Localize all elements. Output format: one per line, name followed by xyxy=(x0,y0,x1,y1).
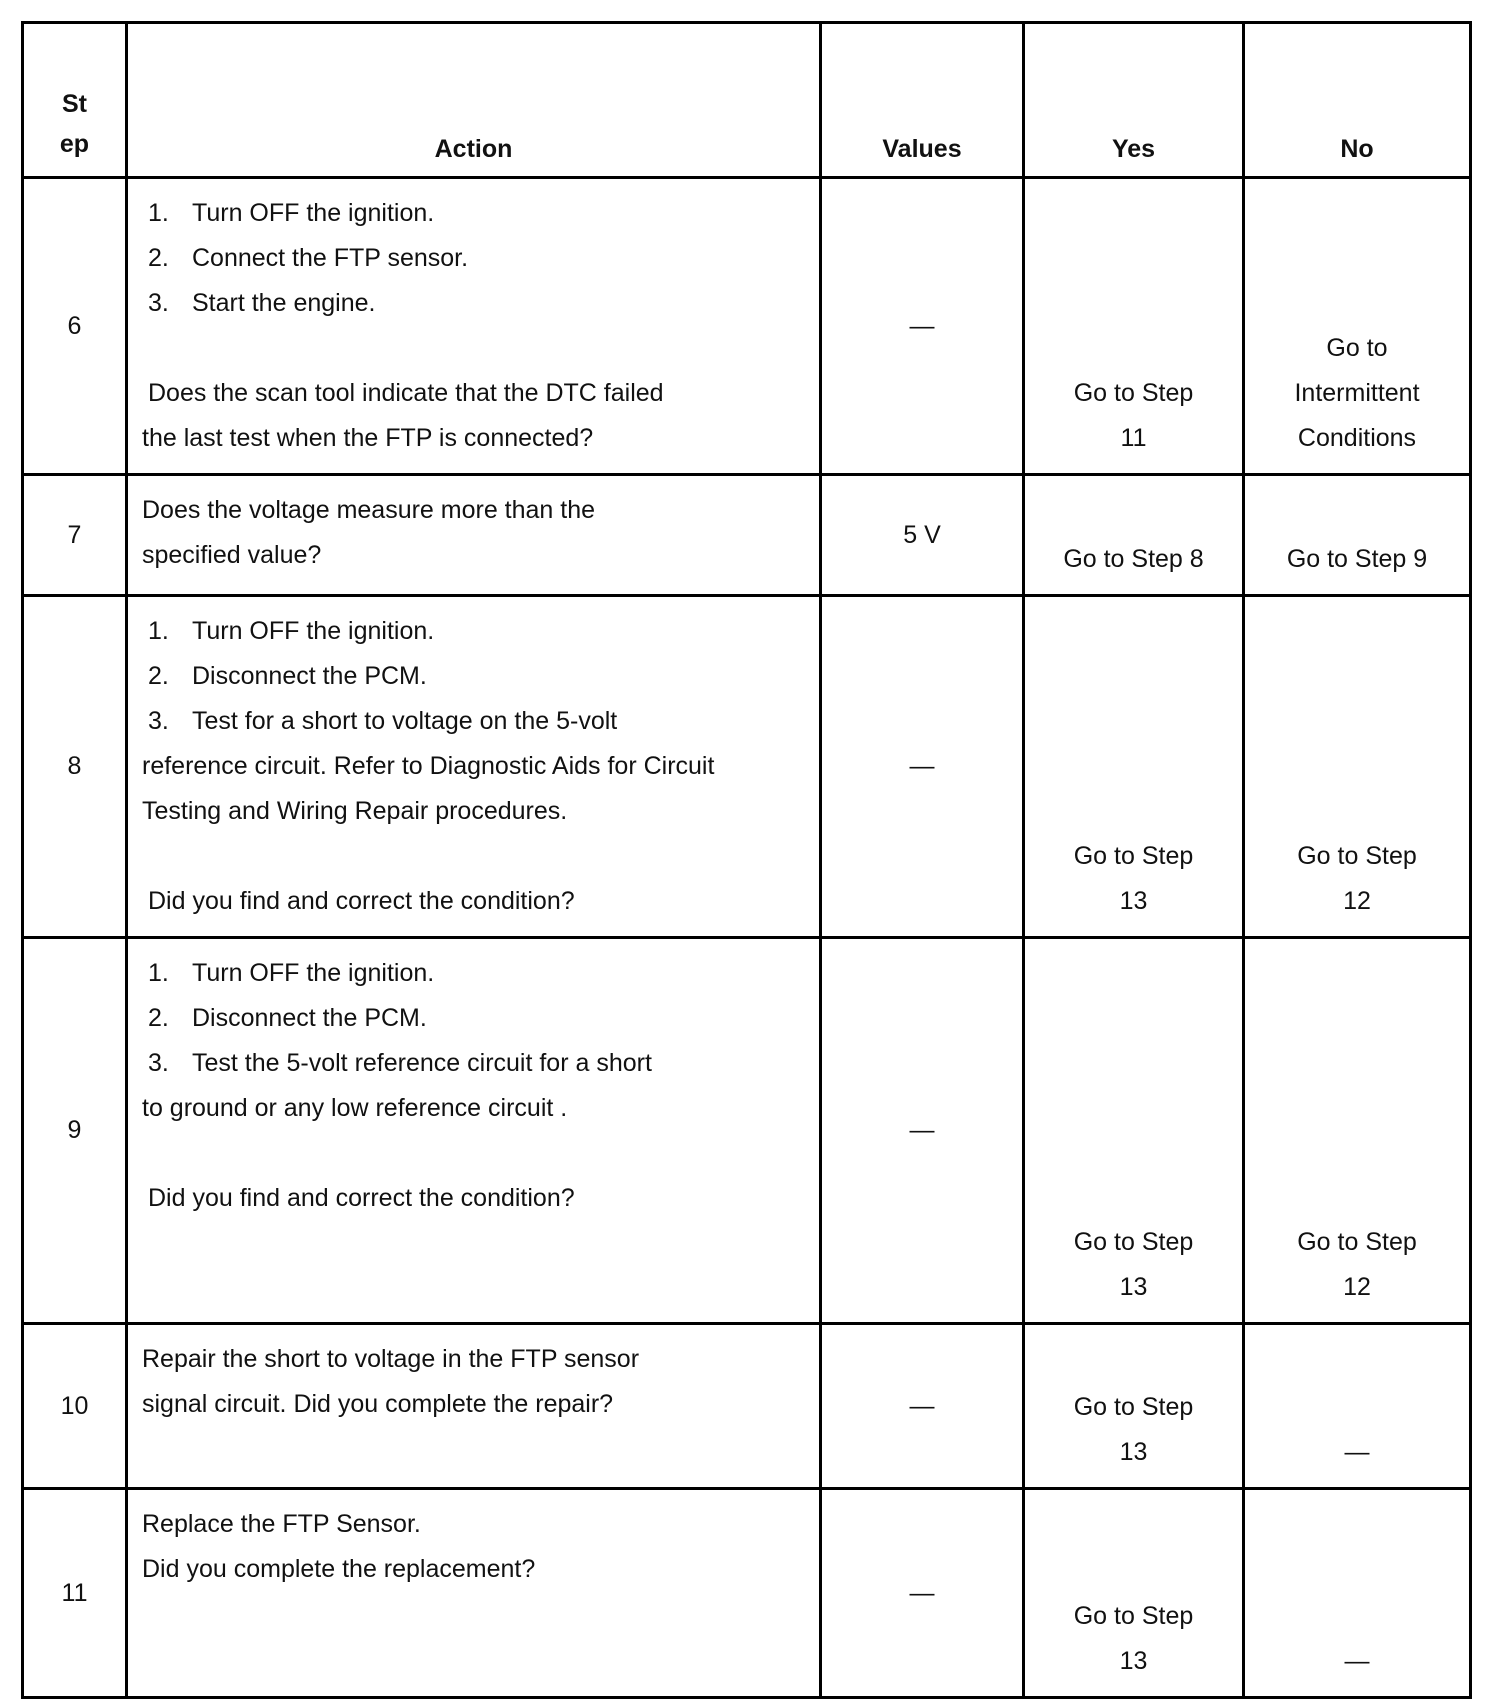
action-cell xyxy=(127,178,821,475)
action-cell: Replace the FTP Sensor. Did you complete the replacement? xyxy=(127,1489,821,1698)
action-question: Did you find and correct the condition? xyxy=(148,1184,575,1212)
action-item: 2. Disconnect the PCM. xyxy=(148,1004,427,1032)
header-step-line2: ep xyxy=(59,130,90,158)
value-cell: — xyxy=(821,1489,1024,1698)
value-cell: — xyxy=(821,1324,1024,1489)
action-question-cont: the last test when the FTP is connected? xyxy=(142,424,594,452)
step-number: 10 xyxy=(23,1324,127,1489)
header-action: Action xyxy=(127,23,821,178)
header-row xyxy=(23,23,1471,178)
action-cell: Repair the short to voltage in the FTP sensor signal circuit. Did you complete the repair? xyxy=(127,1324,821,1489)
action-item: 1. Turn OFF the ignition. xyxy=(148,617,435,645)
header-yes: Yes xyxy=(1024,23,1244,178)
header-no: No xyxy=(1244,23,1471,178)
action-item: 3. Test for a short to voltage on the 5-volt xyxy=(148,707,618,735)
table-row xyxy=(23,596,1471,938)
yes-cell: Go to Step 13 xyxy=(1024,1324,1244,1489)
action-item: 3. Test the 5-volt reference circuit for a short xyxy=(148,1049,652,1077)
step-number: 8 xyxy=(23,596,127,938)
action-item: 2. Disconnect the PCM. xyxy=(148,662,427,690)
step-number: 6 xyxy=(23,178,127,475)
no-cell: Go to Step 12 xyxy=(1244,596,1471,938)
action-item: 3. Start the engine. xyxy=(148,289,376,317)
value-cell: — xyxy=(821,178,1024,475)
no-cell: Go to Intermittent Conditions xyxy=(1244,178,1471,475)
action-item: 2. Connect the FTP sensor. xyxy=(148,244,469,272)
value-cell: — xyxy=(821,596,1024,938)
value-cell: — xyxy=(821,938,1024,1324)
no-cell: Go to Step 12 xyxy=(1244,938,1471,1324)
step-number: 9 xyxy=(23,938,127,1324)
header-values: Values xyxy=(821,23,1024,178)
header-step xyxy=(23,23,127,178)
yes-cell: Go to Step 13 xyxy=(1024,1489,1244,1698)
diagnostic-table xyxy=(21,21,1472,1699)
yes-cell: Go to Step 8 xyxy=(1024,475,1244,596)
table-row xyxy=(23,1489,1471,1698)
action-question: Did you find and correct the condition? xyxy=(148,887,575,915)
yes-cell: Go to Step 13 xyxy=(1024,938,1244,1324)
action-cell: Does the voltage measure more than the specified value? xyxy=(127,475,821,596)
no-cell: — xyxy=(1244,1324,1471,1489)
table-row xyxy=(23,1324,1471,1489)
table-row xyxy=(23,938,1471,1324)
header-step-line1: St xyxy=(62,90,87,118)
step-number: 7 xyxy=(23,475,127,596)
table-row xyxy=(23,178,1471,475)
no-cell: — xyxy=(1244,1489,1471,1698)
action-item: 1. Turn OFF the ignition. xyxy=(148,199,435,227)
action-cell: 1. Turn OFF the ignition. 2. Disconnect the PCM. 3. Test the 5-volt reference circuit for a short to ground or any low reference circuit . Did you find and correct the condition? xyxy=(127,938,821,1324)
action-item: 1. Turn OFF the ignition. xyxy=(148,959,435,987)
value-cell: 5 V xyxy=(821,475,1024,596)
no-cell: Go to Step 9 xyxy=(1244,475,1471,596)
yes-cell: Go to Step 13 xyxy=(1024,596,1244,938)
action-cell: 1. Turn OFF the ignition. 2. Disconnect the PCM. 3. Test for a short to voltage on the 5-volt reference circuit. Refer to Diagnostic Aids for Circuit Testing and Wiring Repair procedures. Did you find and correct the condition? xyxy=(127,596,821,938)
step-number: 11 xyxy=(23,1489,127,1698)
yes-cell: Go to Step 11 xyxy=(1024,178,1244,475)
table-row xyxy=(23,475,1471,596)
action-question: Does the scan tool indicate that the DTC failed xyxy=(148,379,664,407)
